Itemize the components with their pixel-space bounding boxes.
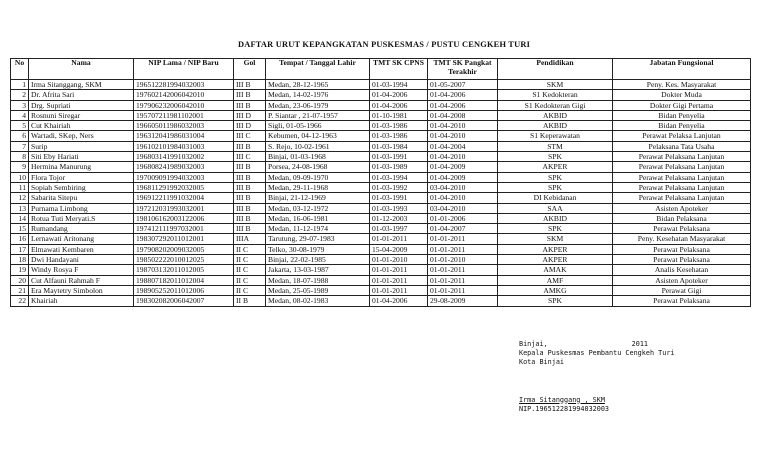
cell-nama: Cut Alfauni Rahmah F xyxy=(29,275,134,285)
cell-jabatan: Perawat Pelaksana xyxy=(613,244,751,254)
cell-gol: III B xyxy=(234,182,266,192)
table-header-row xyxy=(11,59,751,80)
cell-tmt-pangkat: 29-08-2009 xyxy=(428,296,498,306)
cell-tmt-cpns: 01-10-1981 xyxy=(370,110,428,120)
cell-jabatan: Asisten Apoteker xyxy=(613,275,751,285)
cell-tempat-tanggal-lahir: Medan, 09-09-1970 xyxy=(266,172,370,182)
table-row xyxy=(11,162,751,172)
cell-no: 4 xyxy=(11,110,29,120)
signature-position: Kepala Puskesmas Pembantu Cengkeh Turi xyxy=(519,349,675,358)
table-row xyxy=(11,265,751,275)
cell-nip: 196912211991032004 xyxy=(134,193,234,203)
cell-nip: 197009091994032003 xyxy=(134,172,234,182)
cell-tempat-tanggal-lahir: Medan, 28-12-1965 xyxy=(266,80,370,90)
cell-tmt-pangkat: 01-04-2009 xyxy=(428,162,498,172)
cell-no: 17 xyxy=(11,244,29,254)
cell-tempat-tanggal-lahir: Medan, 08-02-1983 xyxy=(266,296,370,306)
cell-nama: Rosnuni Siregar xyxy=(29,110,134,120)
cell-pendidikan: AKBID xyxy=(498,110,613,120)
cell-tmt-cpns: 15-04-2009 xyxy=(370,244,428,254)
cell-jabatan: Peny. Kes. Masyarakat xyxy=(613,80,751,90)
cell-tmt-cpns: 01-03-1991 xyxy=(370,193,428,203)
cell-tmt-pangkat: 01-01-2011 xyxy=(428,265,498,275)
cell-jabatan: Perawat Pelaksana Lanjutan xyxy=(613,182,751,192)
cell-nama: Dr. Afrita Sari xyxy=(29,90,134,100)
cell-jabatan: Asisten Apoteker xyxy=(613,203,751,213)
cell-tempat-tanggal-lahir: S. Rejo, 10-02-1961 xyxy=(266,141,370,151)
cell-nip: 198502222010012025 xyxy=(134,255,234,265)
cell-tmt-pangkat: 01-04-2010 xyxy=(428,131,498,141)
cell-tempat-tanggal-lahir: Medan, 11-12-1974 xyxy=(266,224,370,234)
table-row xyxy=(11,234,751,244)
cell-no: 13 xyxy=(11,203,29,213)
cell-nip: 197212031993032001 xyxy=(134,203,234,213)
cell-tmt-pangkat: 01-01-2011 xyxy=(428,244,498,254)
cell-tmt-pangkat: 03-04-2010 xyxy=(428,203,498,213)
cell-tmt-pangkat: 01-01-2011 xyxy=(428,234,498,244)
cell-nip: 196605011986032003 xyxy=(134,121,234,131)
cell-jabatan: Perawat Pelaksana xyxy=(613,255,751,265)
cell-tmt-cpns: 01-04-2006 xyxy=(370,100,428,110)
cell-tempat-tanggal-lahir: Medan, 23-06-1979 xyxy=(266,100,370,110)
cell-tmt-cpns: 01-03-1991 xyxy=(370,152,428,162)
cell-tmt-cpns: 01-01-2011 xyxy=(370,234,428,244)
header-gol: Gol xyxy=(234,59,266,80)
header-tmt-cpns: TMT SK CPNS xyxy=(370,59,428,80)
document-title: DAFTAR URUT KEPANGKATAN PUSKESMAS / PUSTU CENGKEH TURI xyxy=(237,40,531,49)
header-pendidikan: Pendidikan xyxy=(498,59,613,80)
header-tmt-pangkat: TMT SK Pangkat Terakhir xyxy=(428,59,498,80)
cell-jabatan: Perawat Gigi xyxy=(613,285,751,295)
cell-jabatan: Perawat Pelaksana Lanjutan xyxy=(613,152,751,162)
header-jabatan: Jabatan Fungsional xyxy=(613,59,751,80)
cell-tmt-pangkat: 01-04-2007 xyxy=(428,224,498,234)
header-tempat-tanggal-lahir: Tempat / Tanggal Lahir xyxy=(266,59,370,80)
cell-pendidikan: SPK xyxy=(498,182,613,192)
table-row xyxy=(11,152,751,162)
cell-nip: 196811291992032005 xyxy=(134,182,234,192)
cell-no: 3 xyxy=(11,100,29,110)
cell-nip: 197602142006042010 xyxy=(134,90,234,100)
cell-pendidikan: SPK xyxy=(498,172,613,182)
cell-nip: 198703132011012005 xyxy=(134,265,234,275)
signature-nip: NIP.196512281994032003 xyxy=(519,404,610,413)
cell-jabatan: Dokter Muda xyxy=(613,90,751,100)
cell-pendidikan: AKBID xyxy=(498,121,613,131)
cell-tmt-cpns: 01-03-1997 xyxy=(370,224,428,234)
cell-tempat-tanggal-lahir: Binjai, 22-02-1985 xyxy=(266,255,370,265)
cell-tmt-pangkat: 01-04-2006 xyxy=(428,90,498,100)
cell-no: 11 xyxy=(11,182,29,192)
signature-place-date xyxy=(519,340,675,349)
cell-gol: II C xyxy=(234,255,266,265)
cell-tmt-pangkat: 01-04-2010 xyxy=(428,121,498,131)
cell-tempat-tanggal-lahir: Kebumen, 04-12-1963 xyxy=(266,131,370,141)
cell-gol: II C xyxy=(234,244,266,254)
cell-tmt-pangkat: 01-05-2007 xyxy=(428,80,498,90)
cell-jabatan: Bidan Pelaksana xyxy=(613,213,751,223)
cell-no: 19 xyxy=(11,265,29,275)
cell-tempat-tanggal-lahir: Medan, 16-06-1981 xyxy=(266,213,370,223)
cell-pendidikan: S1 Keperawatan xyxy=(498,131,613,141)
cell-pendidikan: SKM xyxy=(498,234,613,244)
cell-gol: III B xyxy=(234,100,266,110)
header-nip: NIP Lama / NIP Baru xyxy=(134,59,234,80)
cell-tmt-cpns: 01-04-2006 xyxy=(370,90,428,100)
cell-tempat-tanggal-lahir: Medan, 18-07-1988 xyxy=(266,275,370,285)
signature-location: Kota Binjai xyxy=(519,358,565,367)
cell-nama: Purnama Limbong xyxy=(29,203,134,213)
cell-jabatan: Perawat Pelaksana xyxy=(613,224,751,234)
signature-name: Irma Sitanggang , SKM xyxy=(519,395,605,404)
cell-nip: 198905252011012006 xyxy=(134,285,234,295)
table-row xyxy=(11,255,751,265)
table-row xyxy=(11,121,751,131)
cell-gol: II C xyxy=(234,285,266,295)
cell-tmt-cpns: 01-01-2011 xyxy=(370,285,428,295)
cell-pendidikan: AMKG xyxy=(498,285,613,295)
cell-no: 22 xyxy=(11,296,29,306)
cell-pendidikan: STM xyxy=(498,141,613,151)
cell-pendidikan: SPK xyxy=(498,152,613,162)
cell-jabatan: Peny. Kesehatan Masyarakat xyxy=(613,234,751,244)
cell-pendidikan: SPK xyxy=(498,296,613,306)
cell-nip: 198807182011012004 xyxy=(134,275,234,285)
cell-pendidikan: AKPER xyxy=(498,244,613,254)
signature-block xyxy=(519,340,675,414)
cell-nama: Rotua Tuti Meryati.S xyxy=(29,213,134,223)
table-row xyxy=(11,213,751,223)
cell-jabatan: Perawat Pelaksana Lanjutan xyxy=(613,162,751,172)
table-row xyxy=(11,172,751,182)
cell-jabatan: Dokter Gigi Pertama xyxy=(613,100,751,110)
cell-tmt-pangkat: 01-04-2009 xyxy=(428,172,498,182)
cell-tempat-tanggal-lahir: Porsea, 24-08-1968 xyxy=(266,162,370,172)
cell-pendidikan: SKM xyxy=(498,80,613,90)
cell-nama: Era Maytetry Simbolon xyxy=(29,285,134,295)
cell-tempat-tanggal-lahir: Medan, 03-12-1972 xyxy=(266,203,370,213)
cell-tmt-pangkat: 01-04-2006 xyxy=(428,100,498,110)
cell-tempat-tanggal-lahir: Telko, 30-08-1979 xyxy=(266,244,370,254)
cell-no: 9 xyxy=(11,162,29,172)
cell-no: 6 xyxy=(11,131,29,141)
table-row xyxy=(11,224,751,234)
cell-nama: Drg. Supriati xyxy=(29,100,134,110)
cell-tmt-pangkat: 01-04-2004 xyxy=(428,141,498,151)
cell-gol: III B xyxy=(234,213,266,223)
cell-tmt-cpns: 01-03-1994 xyxy=(370,80,428,90)
cell-no: 20 xyxy=(11,275,29,285)
cell-nama: Irma Sitanggang, SKM xyxy=(29,80,134,90)
cell-gol: III B xyxy=(234,141,266,151)
cell-tempat-tanggal-lahir: Binjai, 21-12-1969 xyxy=(266,193,370,203)
cell-no: 16 xyxy=(11,234,29,244)
cell-tmt-cpns: 01-03-1986 xyxy=(370,121,428,131)
cell-pendidikan: SAA xyxy=(498,203,613,213)
cell-jabatan: Perawat Pelaksana Lanjutan xyxy=(613,193,751,203)
cell-nip: 198106162003122006 xyxy=(134,213,234,223)
cell-nip: 198307292011012001 xyxy=(134,234,234,244)
cell-jabatan: Perawat Pelaksa Lanjutan xyxy=(613,131,751,141)
table-row xyxy=(11,80,751,90)
cell-nip: 196808241989032003 xyxy=(134,162,234,172)
cell-nip: 196102101984031003 xyxy=(134,141,234,151)
cell-pendidikan: AKPER xyxy=(498,255,613,265)
cell-nip: 198302082006042007 xyxy=(134,296,234,306)
table-row xyxy=(11,182,751,192)
cell-nama: Wartadi, SKep, Ners xyxy=(29,131,134,141)
cell-tmt-cpns: 01-04-2006 xyxy=(370,296,428,306)
cell-no: 2 xyxy=(11,90,29,100)
cell-jabatan: Perawat Pelaksana Lanjutan xyxy=(613,172,751,182)
cell-tempat-tanggal-lahir: Jakarta, 13-03-1987 xyxy=(266,265,370,275)
cell-tmt-pangkat: 01-01-2006 xyxy=(428,213,498,223)
cell-gol: IIIA xyxy=(234,234,266,244)
signature-place: Binjai, xyxy=(519,340,548,348)
cell-tmt-cpns: 01-03-1986 xyxy=(370,131,428,141)
cell-tmt-cpns: 01-12-2003 xyxy=(370,213,428,223)
staff-rank-table xyxy=(10,58,751,307)
cell-gol: II C xyxy=(234,265,266,275)
cell-tempat-tanggal-lahir: Medan, 29-11-1968 xyxy=(266,182,370,192)
cell-nama: Rumandang xyxy=(29,224,134,234)
cell-tempat-tanggal-lahir: Binjai, 01-03-1968 xyxy=(266,152,370,162)
cell-no: 1 xyxy=(11,80,29,90)
cell-nama: Flora Tojor xyxy=(29,172,134,182)
cell-no: 8 xyxy=(11,152,29,162)
cell-no: 15 xyxy=(11,224,29,234)
cell-nip: 196512281994032003 xyxy=(134,80,234,90)
table-row xyxy=(11,90,751,100)
cell-no: 21 xyxy=(11,285,29,295)
signature-year: 2011 xyxy=(631,340,649,348)
cell-gol: II B xyxy=(234,296,266,306)
cell-nama: Elmawati Kembaren xyxy=(29,244,134,254)
cell-tmt-pangkat: 01-01-2010 xyxy=(428,255,498,265)
cell-tempat-tanggal-lahir: Medan, 25-05-1989 xyxy=(266,285,370,295)
cell-nama: Khairiah xyxy=(29,296,134,306)
cell-jabatan: Bidan Penyelia xyxy=(613,121,751,131)
cell-tmt-pangkat: 01-04-2010 xyxy=(428,152,498,162)
cell-gol: III B xyxy=(234,162,266,172)
cell-tmt-cpns: 01-03-1994 xyxy=(370,172,428,182)
cell-nama: Sabarita Sitepu xyxy=(29,193,134,203)
cell-tmt-pangkat: 01-04-2008 xyxy=(428,110,498,120)
cell-pendidikan: AMF xyxy=(498,275,613,285)
cell-no: 5 xyxy=(11,121,29,131)
cell-tempat-tanggal-lahir: P. Siantar , 21-07-1957 xyxy=(266,110,370,120)
table-row xyxy=(11,110,751,120)
cell-pendidikan: AKBID xyxy=(498,213,613,223)
cell-nama: Windy Rosya F xyxy=(29,265,134,275)
cell-nama: Sopiah Sembiring xyxy=(29,182,134,192)
cell-gol: III B xyxy=(234,193,266,203)
cell-tmt-cpns: 01-01-2010 xyxy=(370,255,428,265)
cell-pendidikan: SPK xyxy=(498,224,613,234)
cell-jabatan: Analis Kesehatan xyxy=(613,265,751,275)
table-row xyxy=(11,275,751,285)
cell-tempat-tanggal-lahir: Tarutung, 29-07-1983 xyxy=(266,234,370,244)
cell-no: 7 xyxy=(11,141,29,151)
header-nama: Nama xyxy=(29,59,134,80)
cell-no: 10 xyxy=(11,172,29,182)
cell-tmt-cpns: 01-01-2011 xyxy=(370,275,428,285)
cell-nama: Hermina Manurung xyxy=(29,162,134,172)
table-row xyxy=(11,203,751,213)
table-row xyxy=(11,131,751,141)
cell-jabatan: Bidan Penyelia xyxy=(613,110,751,120)
cell-pendidikan: S1 Kedokteran Gigi xyxy=(498,100,613,110)
cell-gol: III B xyxy=(234,172,266,182)
cell-gol: III D xyxy=(234,121,266,131)
table-row xyxy=(11,193,751,203)
cell-no: 18 xyxy=(11,255,29,265)
cell-tmt-cpns: 01-03-1993 xyxy=(370,203,428,213)
cell-nama: Lernawati Aritonang xyxy=(29,234,134,244)
cell-no: 12 xyxy=(11,193,29,203)
cell-pendidikan: DI Kebidanan xyxy=(498,193,613,203)
cell-tmt-cpns: 01-03-1992 xyxy=(370,182,428,192)
cell-gol: III B xyxy=(234,80,266,90)
header-no: No xyxy=(11,59,29,80)
cell-tmt-cpns: 01-01-2011 xyxy=(370,265,428,275)
cell-nama: Dwi Handayani xyxy=(29,255,134,265)
cell-pendidikan: S1 Kedokteran xyxy=(498,90,613,100)
cell-no: 14 xyxy=(11,213,29,223)
cell-pendidikan: AKPER xyxy=(498,162,613,172)
cell-nip: 197908202009032005 xyxy=(134,244,234,254)
cell-nip: 196803141991032002 xyxy=(134,152,234,162)
table-row xyxy=(11,285,751,295)
cell-tempat-tanggal-lahir: Sigli, 01-05-1966 xyxy=(266,121,370,131)
cell-nip: 197412111997032001 xyxy=(134,224,234,234)
cell-tmt-pangkat: 01-04-2010 xyxy=(428,193,498,203)
cell-jabatan: Perawat Pelaksana xyxy=(613,296,751,306)
cell-nama: Cut Khairiah xyxy=(29,121,134,131)
cell-tmt-pangkat: 01-01-2011 xyxy=(428,285,498,295)
cell-gol: III D xyxy=(234,110,266,120)
cell-nip: 197906232006042010 xyxy=(134,100,234,110)
table-row xyxy=(11,100,751,110)
table-row xyxy=(11,296,751,306)
cell-nip: 195707211981102001 xyxy=(134,110,234,120)
cell-gol: III B xyxy=(234,224,266,234)
cell-tmt-pangkat: 03-04-2010 xyxy=(428,182,498,192)
table-row xyxy=(11,141,751,151)
cell-gol: III B xyxy=(234,90,266,100)
cell-nama: Siti Eby Hariati xyxy=(29,152,134,162)
table-row xyxy=(11,244,751,254)
cell-nama: Surip xyxy=(29,141,134,151)
cell-gol: III C xyxy=(234,131,266,141)
cell-tempat-tanggal-lahir: Medan, 14-02-1976 xyxy=(266,90,370,100)
cell-pendidikan: AMAK xyxy=(498,265,613,275)
cell-tmt-pangkat: 01-01-2011 xyxy=(428,275,498,285)
cell-tmt-cpns: 01-03-1989 xyxy=(370,162,428,172)
cell-gol: II C xyxy=(234,275,266,285)
cell-gol: III B xyxy=(234,203,266,213)
cell-tmt-cpns: 01-03-1984 xyxy=(370,141,428,151)
cell-nip: 196312041986031004 xyxy=(134,131,234,141)
cell-jabatan: Pelaksana Tata Usaha xyxy=(613,141,751,151)
cell-gol: III C xyxy=(234,152,266,162)
